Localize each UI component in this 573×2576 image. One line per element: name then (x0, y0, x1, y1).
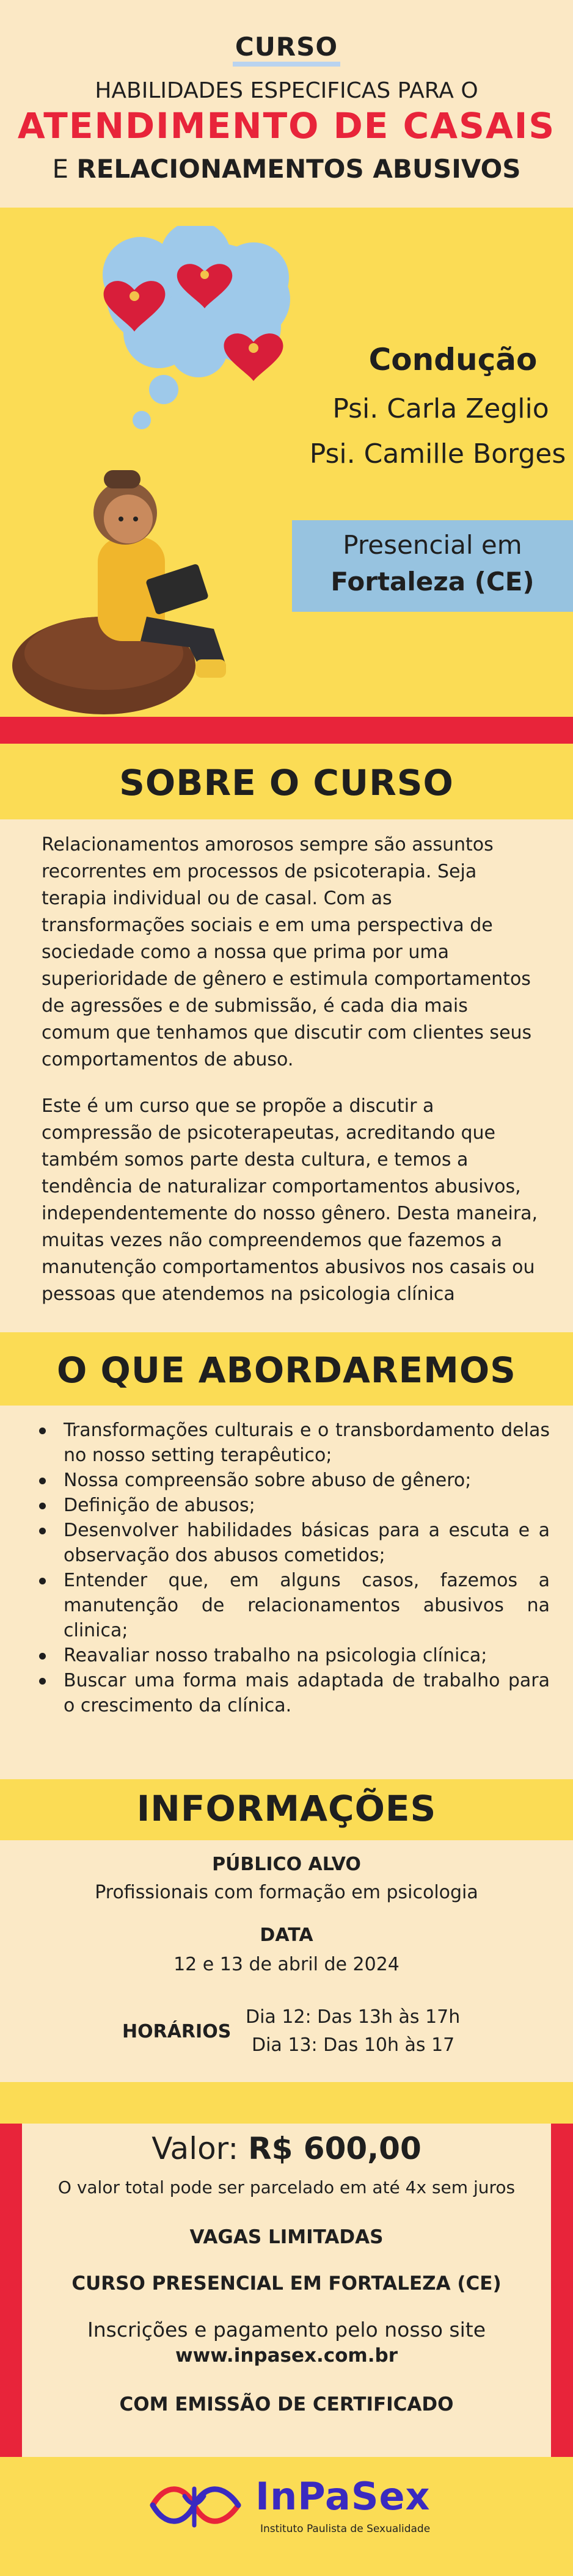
instructor-1: Psi. Carla Zeglio (332, 393, 549, 424)
audience-value: Profissionais com formação em psicologia (95, 1882, 478, 1903)
course-tag: CURSO (0, 32, 573, 62)
list-item: Transformações culturais e o transbordamento delas no nosso setting terapêutico; (38, 1418, 550, 1468)
installments-note: O valor total pode ser parcelado em até 4x sem juros (57, 2177, 516, 2197)
location-line-2: Fortaleza (CE) (330, 567, 535, 597)
thought-cloud-illustration (92, 226, 312, 446)
list-item: Reavaliar nosso trabalho na psicologia clínica; (38, 1643, 550, 1668)
list-item: Desenvolver habilidades básicas para a escuta e a observação dos abusos cometidos; (38, 1518, 550, 1568)
website-link[interactable]: www.inpasex.com.br (175, 2345, 398, 2367)
registration-note: Inscrições e pagamento pelo nosso site (87, 2318, 486, 2342)
certificate-note: COM EMISSÃO DE CERTIFICADO (119, 2393, 454, 2415)
logo-subtitle: Instituto Paulista de Sexualidade (260, 2523, 431, 2535)
logo-name: InPaSex (255, 2474, 431, 2519)
schedule-label: HORÁRIOS (122, 2021, 232, 2042)
section-title-aborda: O QUE ABORDAREMOS (57, 1349, 516, 1391)
list-item: Definição de abusos; (38, 1493, 550, 1518)
conducao-heading: Condução (368, 342, 538, 377)
instructor-2: Psi. Camille Borges (309, 438, 566, 470)
topics-list (38, 1418, 550, 1718)
inpasex-logo-icon (147, 2478, 244, 2533)
header-line-1: HABILIDADES ESPECIFICAS PARA O (95, 78, 478, 103)
in-person-note: CURSO PRESENCIAL EM FORTALEZA (CE) (71, 2273, 502, 2295)
price-value: Valor: R$ 600,00 (151, 2131, 422, 2166)
list-item: Entender que, em alguns casos, fazemos a manutenção de relacionamentos abusivos na clinica; (38, 1568, 550, 1643)
location-line-1: Presencial em (343, 530, 522, 560)
schedule-day-1: Dia 12: Das 13h às 17h (246, 2006, 461, 2028)
header-line-3: E RELACIONAMENTOS ABUSIVOS (52, 154, 521, 184)
audience-label: PÚBLICO ALVO (212, 1854, 361, 1875)
list-item: Nossa compreensão sobre abuso de gênero; (38, 1468, 550, 1493)
date-label: DATA (260, 1925, 313, 1946)
about-paragraph-1: Relacionamentos amorosos sempre são assuntos recorrentes em processos de psicoterapia. Seja terapia individual ou de casal. Com as transformações sociais e em uma perspectiva de sociedade como a nossa que prima por uma superioridade de gênero e estimula comportamentos de agressões e de submissão, é cada dia mais comum que tenhamos que discutir com clientes seus comportamentos de abuso. (42, 834, 532, 1070)
schedule-day-2: Dia 13: Das 10h às 17 (252, 2034, 455, 2056)
list-item: Buscar uma forma mais adaptada de trabalho para o crescimento da clínica. (38, 1668, 550, 1718)
date-value: 12 e 13 de abril de 2024 (173, 1954, 400, 1975)
header-title: ATENDIMENTO DE CASAIS (17, 105, 556, 147)
about-paragraph-2: Este é um curso que se propõe a discutir a compressão de psicoterapeutas, acreditando que também somos parte desta cultura, e temos a tendência de naturalizar comportamentos abusivos, independentemente do nosso gênero. Desta maneira, muitas vezes não compreendemos que fazemos a manutenção comportamentos abusivos nos casais ou pessoas que atendemos na psicologia clínica (42, 1095, 538, 1305)
limited-seats: VAGAS LIMITADAS (189, 2226, 384, 2248)
section-title-info: INFORMAÇÕES (136, 1788, 437, 1829)
woman-reading-illustration (6, 446, 275, 720)
section-title-sobre: SOBRE O CURSO (119, 762, 454, 804)
divider-band (0, 717, 573, 744)
